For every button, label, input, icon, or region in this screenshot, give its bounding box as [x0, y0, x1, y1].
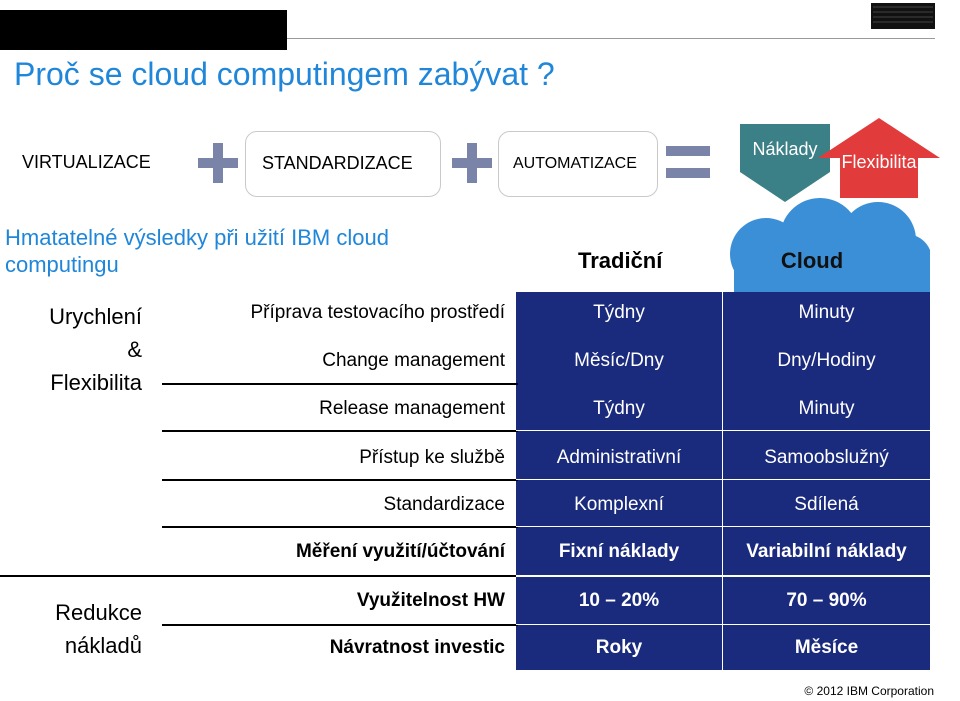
row-traditional-value: Roky [595, 637, 643, 658]
automatizace-label: AUTOMATIZACE [513, 155, 637, 172]
separator-line [162, 430, 518, 432]
row-traditional-value: Komplexní [574, 494, 664, 515]
separator-line [0, 575, 518, 577]
row-label: Release management [319, 398, 505, 419]
row-traditional-value: Administrativní [556, 447, 682, 468]
row-traditional-value: Týdny [593, 302, 645, 323]
row-label: Change management [322, 350, 505, 371]
section-label-agility: Urychlení & Flexibilita [49, 304, 142, 395]
subtitle: Hmatatelné výsledky při užití IBM cloud computingu [5, 225, 389, 277]
panel-separator [516, 430, 930, 431]
ibm-logo [871, 3, 935, 29]
separator-line [162, 526, 518, 528]
down-arrow-icon [740, 122, 830, 204]
separator-line [162, 383, 518, 385]
row-cloud-value: Minuty [798, 398, 855, 419]
comparison-panel [516, 292, 930, 670]
panel-separator [516, 479, 930, 480]
section-label-cost: Redukce nákladů [55, 600, 142, 658]
naklady-label: Náklady [752, 139, 818, 159]
row-label: Standardizace [383, 494, 505, 515]
row-cloud-value: Variabilní náklady [746, 541, 907, 562]
panel-separator [516, 526, 930, 527]
plus-icon [452, 143, 492, 183]
row-traditional-value: Měsíc/Dny [574, 350, 664, 371]
row-cloud-value: Měsíce [794, 637, 859, 658]
flexibilita-label: Flexibilita [841, 152, 917, 172]
column-header-traditional: Tradiční [578, 248, 663, 273]
header-bar [0, 10, 287, 50]
header-rule [287, 38, 935, 39]
row-traditional-value: Týdny [593, 398, 645, 419]
row-cloud-value: Minuty [798, 302, 855, 323]
row-cloud-value: Samoobslužný [764, 447, 889, 468]
row-label: Přístup ke službě [359, 447, 505, 468]
row-label: Příprava testovacího prostředí [250, 302, 505, 323]
panel-separator [516, 575, 930, 577]
column-divider [722, 292, 723, 670]
separator-line [162, 479, 518, 481]
footer-copyright: © 2012 IBM Corporation [804, 684, 934, 698]
row-cloud-value: 70 – 90% [786, 590, 867, 611]
row-traditional-value: 10 – 20% [578, 590, 660, 611]
row-label: Využitelnost HW [356, 590, 505, 611]
row-traditional-value: Fixní náklady [558, 541, 680, 562]
standardizace-label: STANDARDIZACE [262, 153, 413, 173]
separator-line [162, 624, 518, 626]
plus-icon [198, 143, 238, 183]
row-label: Návratnost investic [329, 637, 505, 658]
virtualizace-label: VIRTUALIZACE [22, 152, 151, 172]
row-cloud-value: Dny/Hodiny [777, 350, 876, 371]
equals-icon [666, 146, 710, 178]
panel-separator [516, 624, 930, 625]
cloud-icon [728, 198, 930, 292]
page-title: Proč se cloud computingem zabývat ? [14, 56, 555, 92]
row-cloud-value: Sdílená [794, 494, 859, 515]
row-label: Měření využití/účtování [295, 541, 505, 562]
column-header-cloud: Cloud [780, 248, 844, 273]
